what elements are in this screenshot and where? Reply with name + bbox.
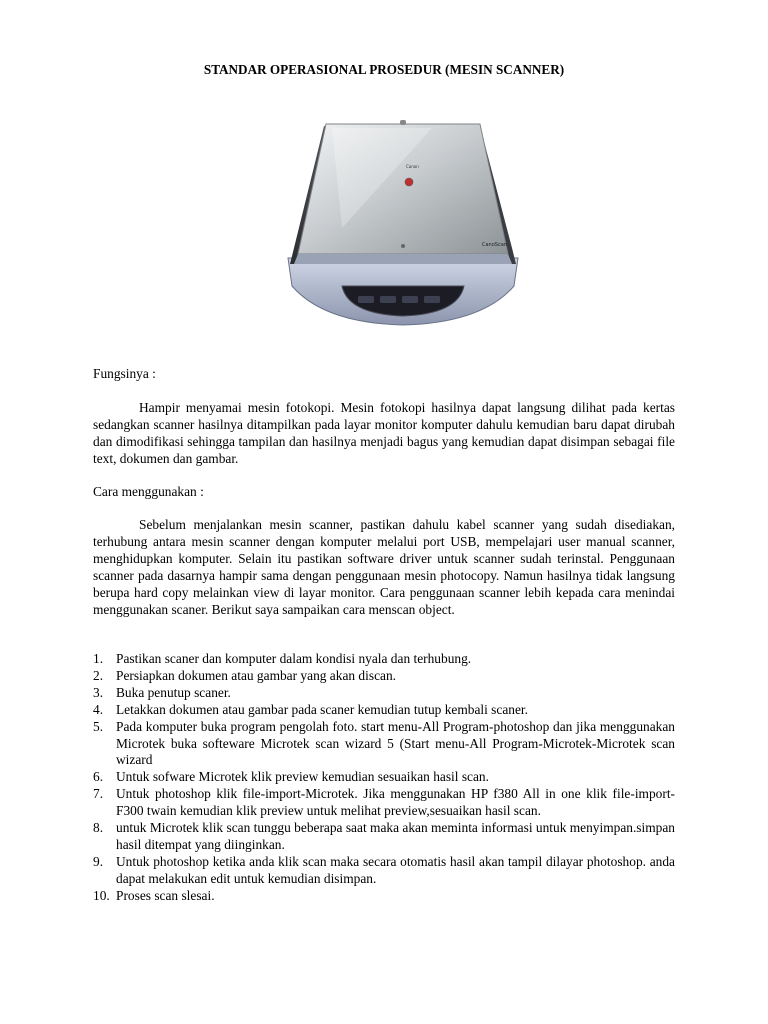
fungsi-paragraph: Hampir menyamai mesin fotokopi. Mesin fotokopi hasilnya dapat langsung dilihat pada kertas sedangkan scanner hasilnya ditampilkan pada layar monitor komputer dahulu kemudian baru dapat dirubah dan dimodifikasi sehingga tampilan dan hasilnya menjadi bagus yang kemudian dapat disimpan sebagai file text, dokumen dan gambar. xyxy=(93,400,675,466)
list-item: 10. Proses scan slesai. xyxy=(93,887,215,903)
list-item: 5. Pada komputer buka program pengolah foto. start menu-All Program-photoshop dan jika menggunakan Microtek buka softeware Microtek scan wizard 5 (Start menu-All Program-Microtek-Microtek scan wizard xyxy=(93,718,675,768)
list-item: 7. Untuk photoshop klik file-import-Microtek. Jika menggunakan HP f380 All in one klik file-import-F300 twain kemudian klik preview untuk melihat preview,sesuaikan hasil scan. xyxy=(93,786,675,819)
list-item: 2. Persiapkan dokumen atau gambar yang akan discan. xyxy=(93,667,396,683)
cara-heading: Cara menggunakan : xyxy=(93,484,204,499)
cara-paragraph: Sebelum menjalankan mesin scanner, pastikan dahulu kabel scanner yang sudah disediakan, terhubung antara mesin scanner dengan komputer melalui port USB, mempelajari user manual scanner, menghidupkan komputer. Selain itu pastikan software driver untuk scanner sudah terinstal. Penggunaan scanner pada dasarnya hampir sama dengan penggunaan mesin photocopy. Namun hasilnya tidak langsung berupa hard copy melainkan view di layar monitor. Cara penggunaan scanner lebih kepada cara menindai menggunakan scaner. Berikut saya sampaikan cara menscan object. xyxy=(93,517,675,617)
list-item: 9. Untuk photoshop ketika anda klik scan maka secara otomatis hasil akan tampil dilayar photoshop. anda dapat melakukan edit untuk kemudian disimpan. xyxy=(93,853,675,886)
fungsi-heading: Fungsinya : xyxy=(93,366,156,381)
list-item: 3. Buka penutup scaner. xyxy=(93,684,231,700)
step-list xyxy=(93,651,675,905)
list-item: 6. Untuk sofware Microtek klik preview kemudian sesuaikan hasil scan. xyxy=(93,769,489,785)
list-item: 1. Pastikan scaner dan komputer dalam kondisi nyala dan terhubung. xyxy=(93,651,472,666)
scanner-figure xyxy=(282,118,524,330)
document-title: STANDAR OPERASIONAL PROSEDUR (MESIN SCANNER) xyxy=(203,62,565,77)
svg-text:Canon: Canon xyxy=(406,164,419,169)
list-item: 8. untuk Microtek klik scan tunggu beberapa saat maka akan meminta informasi untuk menyimpan.simpan hasil ditempat yang diinginkan. xyxy=(93,820,675,852)
svg-text:CanoScan: CanoScan xyxy=(482,242,507,248)
flatbed-scanner-icon xyxy=(282,118,524,330)
list-item: 4. Letakkan dokumen atau gambar pada scaner kemudian tutup kembali scaner. xyxy=(93,701,528,717)
